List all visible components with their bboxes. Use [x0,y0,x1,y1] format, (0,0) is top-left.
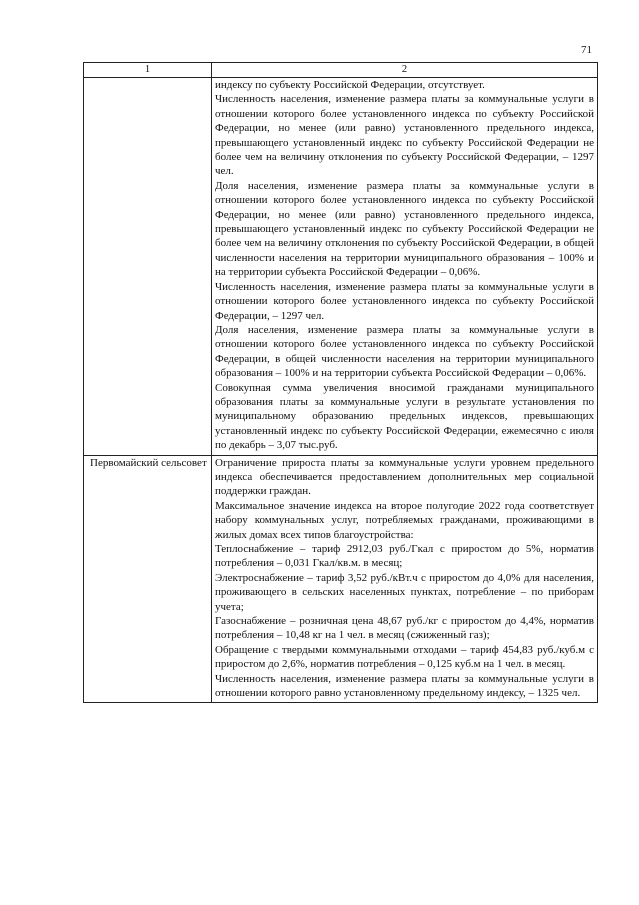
description-cell [212,455,598,703]
paragraph: Доля населения, изменение размера платы за коммунальные услуги в отношении которого более установленного индекса по субъекту Российской Федерации, но менее (или равно) установленного предельного индекса, превышающего установленный индекс по субъекту Российской Федерации не более чем на величину отклонения по субъекту Российской Федерации, в общей численности населения на территории муниципального образования – 100% и на территории субъекта Российской Федерации – 0,06%. [215,179,594,279]
table-header-row [84,63,598,78]
municipality-cell: Первомайский сельсовет [84,455,212,703]
column-header-1: 1 [84,63,212,78]
data-table [83,62,598,703]
paragraph: Численность населения, изменение размера платы за коммунальные услуги в отношении которого более установленного индекса по субъекту Российской Федерации, но менее (или равно) установленного предельного индекса, превышающего установленный индекс по субъекту Российской Федерации не более чем на величину отклонения по субъекту Российской Федерации, – 1297 чел. [215,93,594,178]
paragraph: Численность населения, изменение размера платы за коммунальные услуги в отношении которого равно установленному предельному индексу, – 1325 чел. [215,672,594,700]
table-row [84,455,598,703]
paragraph: Доля населения, изменение размера платы за коммунальные услуги в отношении которого более установленного индекса по субъекту Российской Федерации, в общей численности населения на территории муниципального образования – 100% и на территории субъекта Российской Федерации – 0,06%. [215,323,594,380]
paragraph: Ограничение прироста платы за коммунальные услуги уровнем предельного индекса обеспечивается предоставлением дополнительных мер социальной поддержки граждан. [215,456,594,498]
paragraph: Максимальное значение индекса на второе полугодие 2022 года соответствует набору коммунальных услуг, потребляемых гражданами, проживающими в жилых домах всех типов благоустройства: [215,499,594,541]
paragraph: Численность населения, изменение размера платы за коммунальные услуги в отношении которого более установленного индекса по субъекту Российской Федерации, – 1297 чел. [215,280,594,322]
column-header-2: 2 [212,63,598,78]
municipality-cell [84,78,212,456]
paragraph: Обращение с твердыми коммунальными отходами – тариф 454,83 руб./куб.м с приростом до 2,6%, норматив потребления – 0,125 куб.м на 1 чел. в месяц. [215,643,594,671]
paragraph: Электроснабжение – тариф 3,52 руб./кВт.ч с приростом до 4,0% для населения, проживающего в сельских населенных пунктах, потребление – по приборам учета; [215,571,594,613]
paragraph: Газоснабжение – розничная цена 48,67 руб./кг с приростом до 4,4%, норматив потребления – 10,48 кг на 1 чел. в месяц (сжиженный газ); [215,615,594,642]
paragraph: индексу по субъекту Российской Федерации, отсутствует. [215,79,485,91]
page-number: 71 [581,44,592,56]
table-row [84,78,598,456]
paragraph: Теплоснабжение – тариф 2912,03 руб./Гкал с приростом до 5%, норматив потребления – 0,031 Гкал/кв.м. в месяц; [215,543,594,570]
paragraph: Совокупная сумма увеличения вносимой гражданами муниципального образования платы за коммунальные услуги в результате установления по муниципальному образованию предельных индексов, превышающих установленный индекс по субъекту Российской Федерации, ежемесячно с июля по декабрь – 3,07 тыс.руб. [215,381,594,452]
description-cell [212,78,598,456]
